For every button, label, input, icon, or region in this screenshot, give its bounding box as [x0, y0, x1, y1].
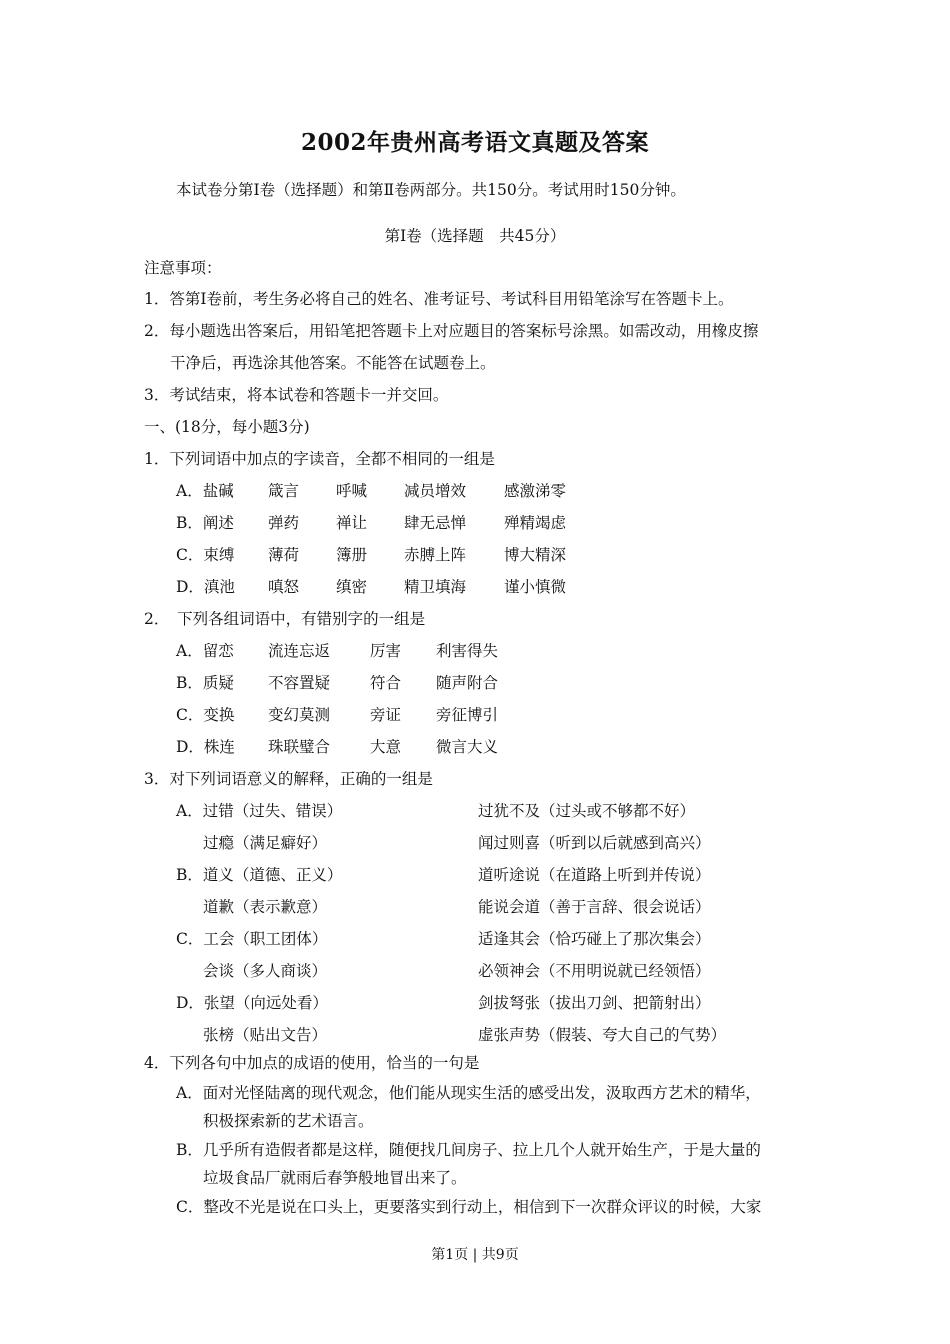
- option-right: 闻过则喜（听到以后就感到高兴）: [478, 834, 711, 852]
- question-stem: 1．下列词语中加点的字读音，全都不相同的一组是: [144, 450, 495, 468]
- option-left: 会谈（多人商谈）: [203, 962, 328, 980]
- option-word: 肆无忌惮: [404, 514, 467, 532]
- option-right: 适逢其会（恰巧碰上了那次集会）: [478, 930, 711, 948]
- note-item: 3．考试结束，将本试卷和答题卡一并交回。: [144, 386, 449, 404]
- note-item: 1．答第Ⅰ卷前，考生务必将自己的姓名、准考证号、考试科目用铅笔涂写在答题卡上。: [144, 290, 734, 308]
- option-word: 不容置疑: [268, 674, 331, 692]
- option-word: D．滇池: [176, 578, 235, 596]
- option-word: 呼喊: [336, 482, 368, 500]
- option-line-continued: 垃圾食品厂就雨后春笋般地冒出来了。: [203, 1169, 467, 1187]
- note-item: 2．每小题选出答案后，用铅笔把答题卡上对应题目的答案标号涂黑。如需改动，用橡皮擦: [144, 322, 759, 340]
- page-title: 2002年贵州高考语文真题及答案: [300, 129, 649, 156]
- option-word: 符合: [370, 674, 402, 692]
- option-word: 缜密: [336, 578, 368, 596]
- option-word: 流连忘返: [268, 642, 331, 660]
- option-word: B．质疑: [176, 674, 234, 692]
- option-word: B．阐述: [176, 514, 234, 532]
- option-word: C．束缚: [176, 546, 235, 564]
- option-word: 箴言: [268, 482, 300, 500]
- part-heading: 一、(18分，每小题3分): [144, 418, 310, 436]
- question-stem: 2． 下列各组词语中，有错别字的一组是: [144, 610, 426, 628]
- option-word: A．盐碱: [176, 482, 234, 500]
- option-word: C．变换: [176, 706, 235, 724]
- option-left: 道歉（表示歉意）: [203, 898, 328, 916]
- option-word: 珠联璧合: [268, 738, 331, 756]
- option-left: B．道义（道德、正义）: [176, 866, 343, 884]
- option-right: 道听途说（在道路上听到并传说）: [478, 866, 711, 884]
- option-word: D．株连: [176, 738, 235, 756]
- option-word: 簿册: [336, 546, 368, 564]
- option-left: A．过错（过失、错误）: [176, 802, 343, 820]
- option-line: C．整改不光是说在口头上，更要落实到行动上，相信到下一次群众评议的时候，大家: [176, 1198, 762, 1216]
- option-line: B．几乎所有造假者都是这样，随便找几间房子、拉上几个人就开始生产，于是大量的: [176, 1141, 761, 1159]
- option-right: 过犹不及（过头或不够都不好）: [478, 802, 696, 820]
- option-word: 随声附合: [436, 674, 499, 692]
- option-word: 旁证: [370, 706, 402, 724]
- option-word: 大意: [370, 738, 402, 756]
- question-stem: 4．下列各句中加点的成语的使用，恰当的一句是: [144, 1054, 480, 1072]
- option-right: 必领神会（不用明说就已经领悟）: [478, 962, 711, 980]
- option-word: 殚精竭虑: [504, 514, 567, 532]
- option-word: 感激涕零: [504, 482, 567, 500]
- option-left: 过瘾（满足癖好）: [203, 834, 328, 852]
- note-item-continued: 干净后，再选涂其他答案。不能答在试题卷上。: [170, 354, 496, 372]
- option-word: 旁征博引: [436, 706, 499, 724]
- option-left: C．工会（职工团体）: [176, 930, 328, 948]
- option-line-continued: 积极探索新的艺术语言。: [203, 1112, 374, 1130]
- option-word: 厉害: [370, 642, 402, 660]
- option-word: 博大精深: [504, 546, 567, 564]
- option-word: 利害得失: [436, 642, 499, 660]
- option-right: 虚张声势（假装、夸大自己的气势）: [478, 1026, 727, 1044]
- page-footer: 第1页 | 共9页: [431, 1247, 519, 1263]
- option-left: D．张望（向远处看）: [176, 994, 328, 1012]
- intro-text: 本试卷分第Ⅰ卷（选择题）和第Ⅱ卷两部分。共150分。考试用时150分钟。: [176, 181, 686, 199]
- option-word: 减员增效: [404, 482, 467, 500]
- option-right: 能说会道（善于言辞、很会说话）: [478, 898, 711, 916]
- option-word: 嗔怒: [268, 578, 300, 596]
- option-line: A．面对光怪陆离的现代观念，他们能从现实生活的感受出发，汲取西方艺术的精华，: [176, 1084, 761, 1102]
- option-word: 微言大义: [436, 738, 499, 756]
- option-word: 赤膊上阵: [404, 546, 467, 564]
- option-word: 精卫填海: [404, 578, 467, 596]
- option-right: 剑拔弩张（拔出刀剑、把箭射出）: [478, 994, 711, 1012]
- option-word: A．留恋: [176, 642, 234, 660]
- option-word: 禅让: [336, 514, 368, 532]
- question-stem: 3．对下列词语意义的解释，正确的一组是: [144, 770, 433, 788]
- option-word: 薄荷: [268, 546, 300, 564]
- option-word: 弹药: [268, 514, 300, 532]
- section-header: 第Ⅰ卷（选择题 共45分）: [384, 227, 566, 245]
- notes-heading: 注意事项：: [144, 259, 222, 277]
- option-left: 张榜（贴出文告）: [203, 1026, 328, 1044]
- option-word: 谨小慎微: [504, 578, 567, 596]
- option-word: 变幻莫测: [268, 706, 331, 724]
